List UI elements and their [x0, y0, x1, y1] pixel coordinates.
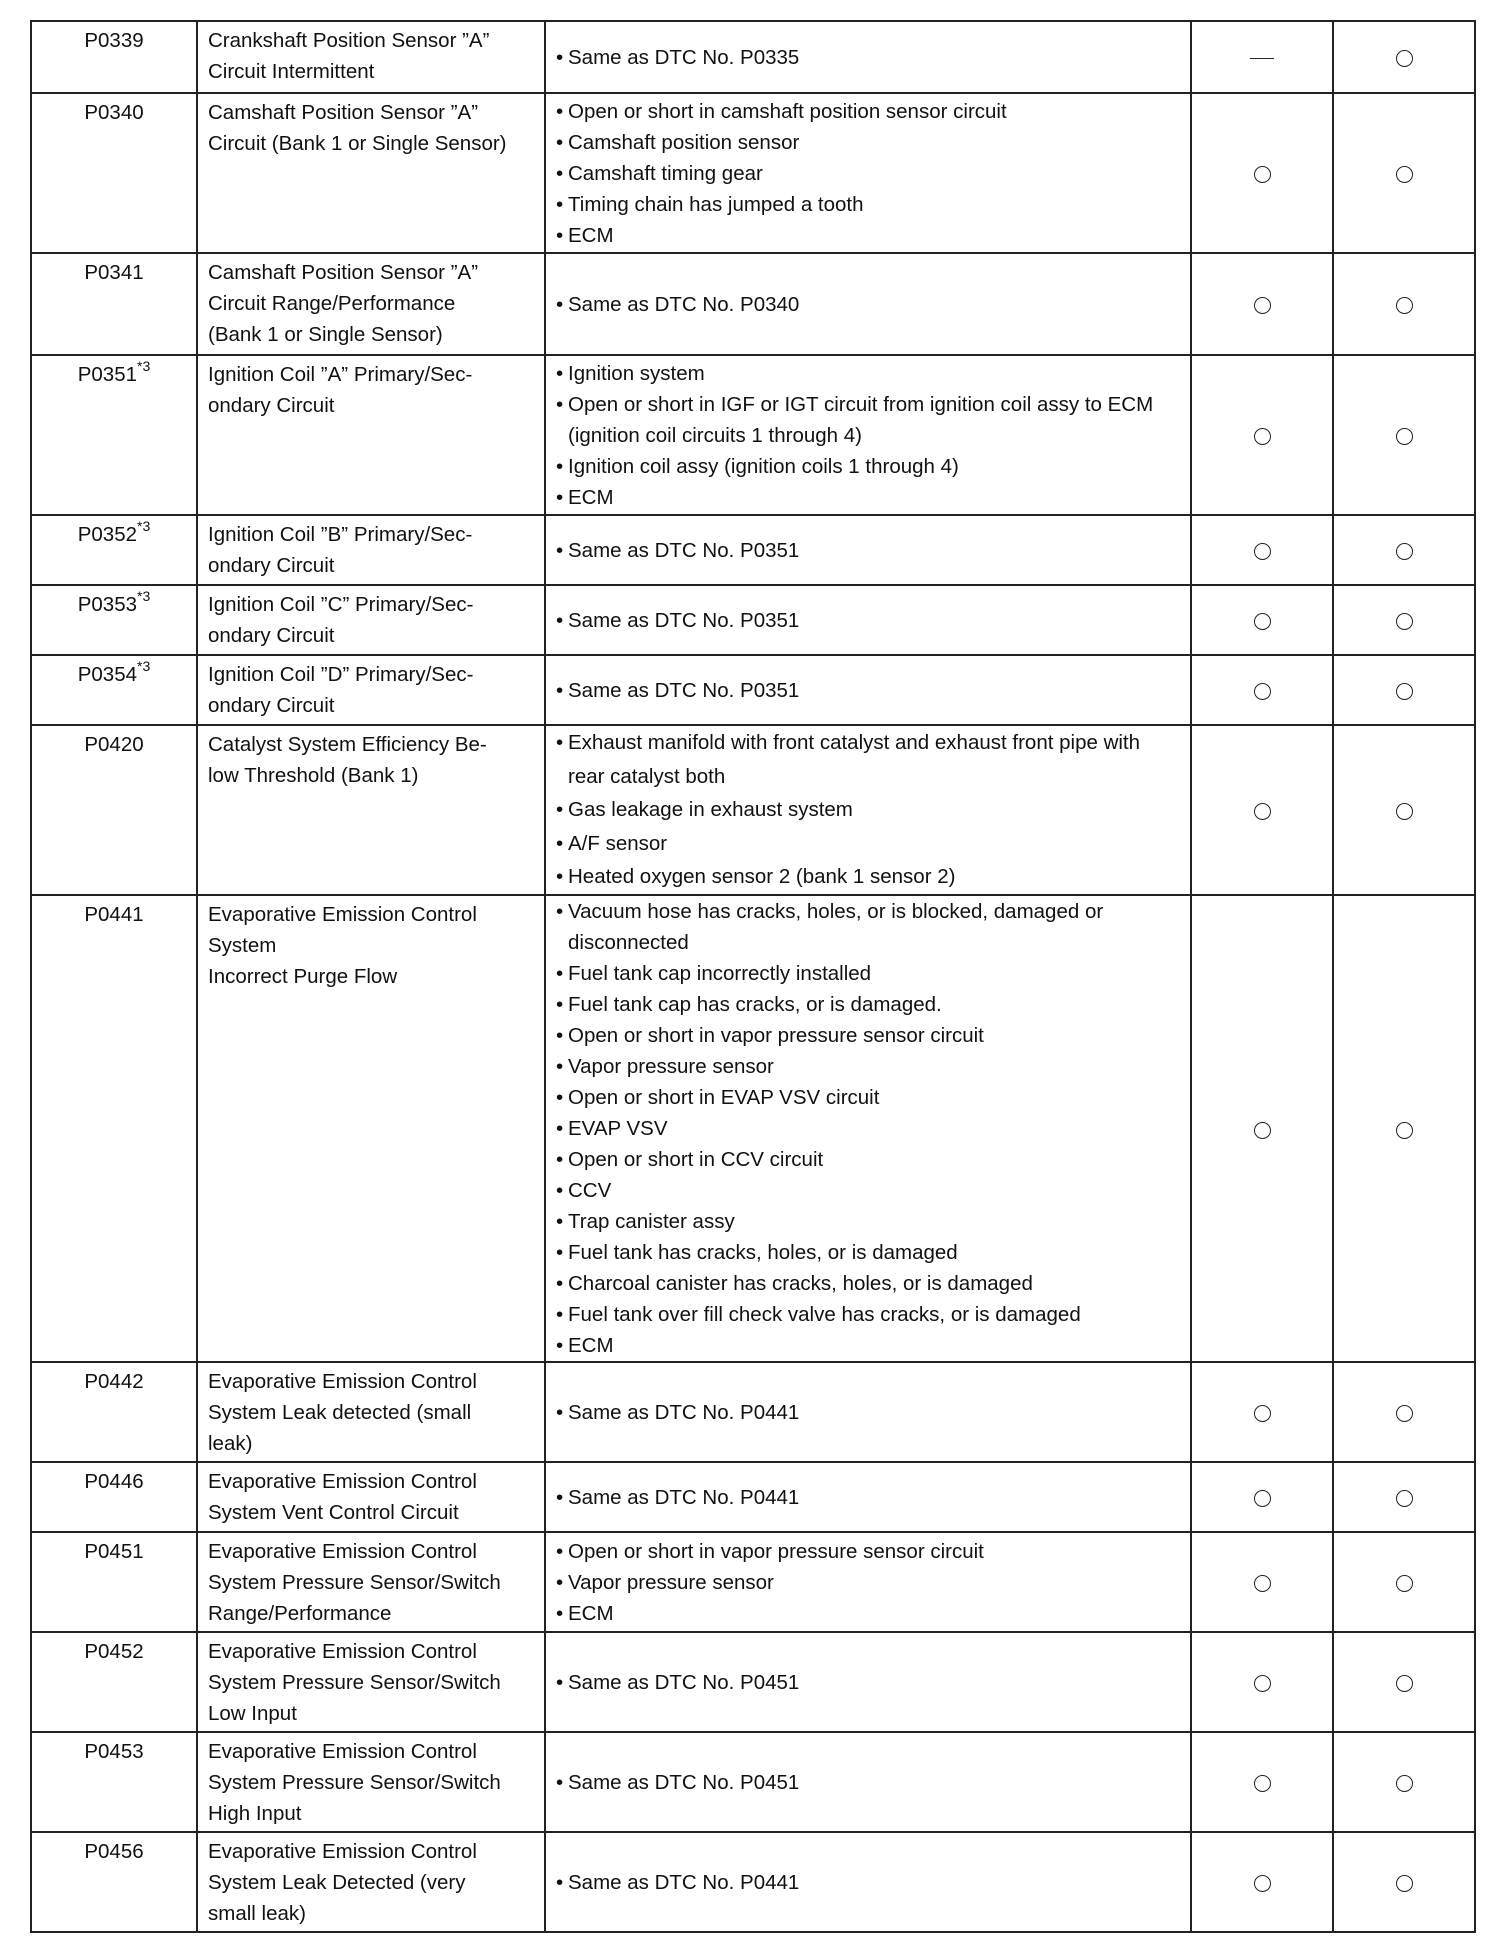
memory-mark-cell [1333, 585, 1475, 655]
dtc-code-cell [31, 253, 197, 355]
detection-item-cell [197, 93, 545, 253]
trouble-area-list [556, 1482, 1180, 1513]
detection-item-line: ondary Circuit [208, 554, 335, 577]
memory-mark-cell [1333, 725, 1475, 895]
dtc-code: P0420 [84, 733, 144, 756]
trouble-area-item: • Timing chain has jumped a tooth [556, 189, 1180, 220]
trouble-area-item: • Vacuum hose has cracks, holes, or is blocked, damaged or disconnected [556, 896, 1180, 958]
circle-mark-icon [1396, 297, 1413, 314]
trouble-area-list [556, 1867, 1180, 1898]
detection-item-line: Ignition Coil ”A” Primary/Sec- [208, 363, 473, 386]
mil-mark-cell [1191, 21, 1333, 93]
trouble-area-list [556, 1397, 1180, 1428]
circle-mark-icon [1254, 166, 1271, 183]
trouble-area-cell [545, 1462, 1191, 1532]
table-row [31, 93, 1475, 253]
detection-item-line: Ignition Coil ”D” Primary/Sec- [208, 663, 474, 686]
trouble-area-item: • Same as DTC No. P0441 [556, 1482, 1180, 1513]
trouble-area-cell [545, 355, 1191, 515]
dtc-code-cell [31, 93, 197, 253]
detection-item-line: ondary Circuit [208, 694, 335, 717]
detection-item-line: Evaporative Emission Control [208, 1370, 477, 1393]
memory-mark-cell [1333, 1362, 1475, 1462]
detection-item-cell [197, 253, 545, 355]
dtc-code: P0341 [84, 261, 144, 284]
trouble-area-item: • Same as DTC No. P0351 [556, 675, 1180, 706]
detection-item-line: Evaporative Emission Control [208, 1540, 477, 1563]
footnote-marker: *3 [137, 358, 151, 375]
trouble-area-item: • Fuel tank has cracks, holes, or is damaged [556, 1237, 1180, 1268]
table-row [31, 253, 1475, 355]
trouble-area-list [556, 1767, 1180, 1798]
mil-mark-cell [1191, 93, 1333, 253]
trouble-area-item: • Same as DTC No. P0451 [556, 1667, 1180, 1698]
dtc-table [30, 20, 1476, 1933]
detection-item-line: System Pressure Sensor/Switch [208, 1671, 501, 1694]
circle-mark-icon [1254, 1575, 1271, 1592]
dtc-code-cell [31, 725, 197, 895]
memory-mark-cell [1333, 895, 1475, 1362]
trouble-area-item: • Open or short in camshaft position sensor circuit [556, 96, 1180, 127]
trouble-area-item: • Trap canister assy [556, 1206, 1180, 1237]
circle-mark-icon [1396, 613, 1413, 630]
trouble-area-item: • Vapor pressure sensor [556, 1051, 1180, 1082]
dtc-code: P0452 [84, 1640, 144, 1663]
circle-mark-icon [1254, 1775, 1271, 1792]
circle-mark-icon [1396, 543, 1413, 560]
trouble-area-list [556, 726, 1180, 894]
mil-mark-cell [1191, 1732, 1333, 1832]
dtc-code-cell [31, 1732, 197, 1832]
detection-item-cell [197, 655, 545, 725]
table-row [31, 1462, 1475, 1532]
detection-item-cell [197, 1832, 545, 1932]
dtc-code-cell [31, 1362, 197, 1462]
circle-mark-icon [1396, 803, 1413, 820]
trouble-area-item: • Same as DTC No. P0340 [556, 289, 1180, 320]
table-row [31, 895, 1475, 1362]
trouble-area-cell [545, 655, 1191, 725]
table-row [31, 1832, 1475, 1932]
trouble-area-cell [545, 895, 1191, 1362]
circle-mark-icon [1396, 1875, 1413, 1892]
detection-item-line: low Threshold (Bank 1) [208, 764, 419, 787]
detection-item-line: Ignition Coil ”C” Primary/Sec- [208, 593, 474, 616]
detection-item-line: Camshaft Position Sensor ”A” [208, 101, 479, 124]
memory-mark-cell [1333, 1632, 1475, 1732]
detection-item-line: Camshaft Position Sensor ”A” [208, 261, 479, 284]
mil-mark-cell [1191, 1832, 1333, 1932]
detection-item-line: Evaporative Emission Control [208, 903, 477, 926]
memory-mark-cell [1333, 1462, 1475, 1532]
mil-mark-cell [1191, 355, 1333, 515]
trouble-area-item: • Gas leakage in exhaust system [556, 793, 1180, 827]
dtc-code: P0351 [77, 363, 138, 386]
trouble-area-cell [545, 1532, 1191, 1632]
trouble-area-item: • Camshaft position sensor [556, 127, 1180, 158]
circle-mark-icon [1254, 683, 1271, 700]
dtc-table-body [31, 21, 1475, 1932]
memory-mark-cell [1333, 93, 1475, 253]
table-row [31, 21, 1475, 93]
memory-mark-cell [1333, 21, 1475, 93]
dtc-code-cell [31, 1532, 197, 1632]
memory-mark-cell [1333, 1532, 1475, 1632]
detection-item-cell [197, 725, 545, 895]
detection-item-line: Circuit (Bank 1 or Single Sensor) [208, 132, 507, 155]
dtc-code-cell [31, 655, 197, 725]
mil-mark-cell [1191, 585, 1333, 655]
trouble-area-item: • Same as DTC No. P0441 [556, 1397, 1180, 1428]
detection-item-line: Ignition Coil ”B” Primary/Sec- [208, 523, 473, 546]
circle-mark-icon [1254, 1490, 1271, 1507]
trouble-area-item: • Same as DTC No. P0351 [556, 605, 1180, 636]
circle-mark-icon [1396, 1575, 1413, 1592]
detection-item-line: leak) [208, 1432, 253, 1455]
trouble-area-item: • Exhaust manifold with front catalyst and exhaust front pipe with rear catalyst both [556, 726, 1180, 793]
detection-item-cell [197, 585, 545, 655]
dtc-code: P0352 [77, 523, 138, 546]
detection-item-cell [197, 895, 545, 1362]
detection-item-line: Evaporative Emission Control [208, 1740, 477, 1763]
trouble-area-list [556, 42, 1180, 73]
trouble-area-list [556, 289, 1180, 320]
circle-mark-icon [1396, 50, 1413, 67]
trouble-area-item: • ECM [556, 220, 1180, 251]
detection-item-cell [197, 515, 545, 585]
detection-item-line: System [208, 934, 277, 957]
trouble-area-cell [545, 21, 1191, 93]
dtc-code: P0353 [77, 593, 138, 616]
detection-item-line: ondary Circuit [208, 394, 335, 417]
dtc-code: P0456 [84, 1840, 144, 1863]
trouble-area-cell [545, 1632, 1191, 1732]
dtc-code: P0446 [84, 1470, 144, 1493]
dtc-code-cell [31, 515, 197, 585]
mil-mark-cell [1191, 895, 1333, 1362]
footnote-marker: *3 [137, 658, 151, 675]
trouble-area-cell [545, 1732, 1191, 1832]
detection-item-line: Circuit Intermittent [208, 60, 375, 83]
detection-item-cell [197, 355, 545, 515]
trouble-area-item: • ECM [556, 1598, 1180, 1629]
trouble-area-item: • Fuel tank cap has cracks, or is damaged. [556, 989, 1180, 1020]
trouble-area-item: • CCV [556, 1175, 1180, 1206]
dtc-code: P0442 [84, 1370, 144, 1393]
detection-item-cell [197, 1362, 545, 1462]
trouble-area-item: • Fuel tank over fill check valve has cracks, or is damaged [556, 1299, 1180, 1330]
memory-mark-cell [1333, 1732, 1475, 1832]
mil-mark-cell [1191, 515, 1333, 585]
detection-item-line: ondary Circuit [208, 624, 335, 647]
trouble-area-item: • Vapor pressure sensor [556, 1567, 1180, 1598]
detection-item-cell [197, 1462, 545, 1532]
table-row [31, 585, 1475, 655]
detection-item-line: Range/Performance [208, 1602, 392, 1625]
trouble-area-item: • Camshaft timing gear [556, 158, 1180, 189]
detection-item-line: Crankshaft Position Sensor ”A” [208, 29, 490, 52]
detection-item-line: System Vent Control Circuit [208, 1501, 459, 1524]
trouble-area-list [556, 605, 1180, 636]
detection-item-line: System Pressure Sensor/Switch [208, 1771, 501, 1794]
mil-mark-cell [1191, 1632, 1333, 1732]
circle-mark-icon [1396, 1775, 1413, 1792]
memory-mark-cell [1333, 1832, 1475, 1932]
dtc-code: P0339 [84, 29, 144, 52]
circle-mark-icon [1254, 297, 1271, 314]
trouble-area-item: • Same as DTC No. P0351 [556, 535, 1180, 566]
detection-item-line: Incorrect Purge Flow [208, 965, 398, 988]
circle-mark-icon [1254, 543, 1271, 560]
circle-mark-icon [1396, 683, 1413, 700]
table-row [31, 1362, 1475, 1462]
dtc-code-cell [31, 21, 197, 93]
dtc-code: P0441 [84, 903, 144, 926]
trouble-area-item: • Charcoal canister has cracks, holes, or is damaged [556, 1268, 1180, 1299]
trouble-area-cell [545, 93, 1191, 253]
trouble-area-item: • Open or short in CCV circuit [556, 1144, 1180, 1175]
circle-mark-icon [1396, 1490, 1413, 1507]
detection-item-line: Evaporative Emission Control [208, 1470, 477, 1493]
detection-item-cell [197, 1532, 545, 1632]
trouble-area-item: • Ignition system [556, 358, 1180, 389]
detection-item-line: Circuit Range/Performance [208, 292, 456, 315]
trouble-area-item: • ECM [556, 1330, 1180, 1361]
circle-mark-icon [1396, 1675, 1413, 1692]
circle-mark-icon [1396, 1405, 1413, 1422]
trouble-area-item: • Open or short in vapor pressure sensor circuit [556, 1020, 1180, 1051]
mil-mark-cell [1191, 1462, 1333, 1532]
memory-mark-cell [1333, 355, 1475, 515]
trouble-area-item: • ECM [556, 482, 1180, 513]
trouble-area-list [556, 675, 1180, 706]
dtc-code-cell [31, 1632, 197, 1732]
dtc-code-cell [31, 1462, 197, 1532]
detection-item-line: Catalyst System Efficiency Be- [208, 733, 487, 756]
mil-mark-cell [1191, 253, 1333, 355]
table-row [31, 725, 1475, 895]
table-row [31, 1532, 1475, 1632]
dtc-code-cell [31, 585, 197, 655]
trouble-area-cell [545, 253, 1191, 355]
detection-item-line: System Leak detected (small [208, 1401, 472, 1424]
detection-item-line: High Input [208, 1802, 302, 1825]
detection-item-cell [197, 21, 545, 93]
table-row [31, 655, 1475, 725]
dtc-code-cell [31, 895, 197, 1362]
memory-mark-cell [1333, 655, 1475, 725]
trouble-area-item: • A/F sensor [556, 827, 1180, 861]
dash-mark-icon [1250, 58, 1274, 59]
trouble-area-list [556, 358, 1180, 513]
footnote-marker: *3 [137, 588, 151, 605]
circle-mark-icon [1254, 1405, 1271, 1422]
trouble-area-item: • Open or short in vapor pressure sensor circuit [556, 1536, 1180, 1567]
circle-mark-icon [1254, 1875, 1271, 1892]
table-row [31, 1732, 1475, 1832]
trouble-area-cell [545, 1362, 1191, 1462]
dtc-code: P0340 [84, 101, 144, 124]
mil-mark-cell [1191, 655, 1333, 725]
memory-mark-cell [1333, 253, 1475, 355]
trouble-area-item: • Same as DTC No. P0335 [556, 42, 1180, 73]
trouble-area-item: • Same as DTC No. P0441 [556, 1867, 1180, 1898]
detection-item-cell [197, 1632, 545, 1732]
trouble-area-cell [545, 515, 1191, 585]
detection-item-line: Evaporative Emission Control [208, 1840, 477, 1863]
trouble-area-list [556, 1667, 1180, 1698]
circle-mark-icon [1254, 613, 1271, 630]
circle-mark-icon [1254, 803, 1271, 820]
detection-item-line: System Leak Detected (very [208, 1871, 466, 1894]
trouble-area-item: • Heated oxygen sensor 2 (bank 1 sensor 2) [556, 860, 1180, 894]
circle-mark-icon [1396, 1122, 1413, 1139]
dtc-code: P0451 [84, 1540, 144, 1563]
trouble-area-item: • Ignition coil assy (ignition coils 1 through 4) [556, 451, 1180, 482]
circle-mark-icon [1254, 1122, 1271, 1139]
detection-item-line: small leak) [208, 1902, 306, 1925]
trouble-area-item: • EVAP VSV [556, 1113, 1180, 1144]
trouble-area-list [556, 896, 1180, 1361]
circle-mark-icon [1396, 166, 1413, 183]
dtc-code: P0453 [84, 1740, 144, 1763]
circle-mark-icon [1254, 428, 1271, 445]
table-row [31, 355, 1475, 515]
trouble-area-item: • Same as DTC No. P0451 [556, 1767, 1180, 1798]
trouble-area-list [556, 1536, 1180, 1629]
trouble-area-cell [545, 725, 1191, 895]
mil-mark-cell [1191, 1532, 1333, 1632]
trouble-area-item: • Fuel tank cap incorrectly installed [556, 958, 1180, 989]
dtc-code: P0354 [77, 663, 138, 686]
detection-item-line: System Pressure Sensor/Switch [208, 1571, 501, 1594]
detection-item-line: Low Input [208, 1702, 297, 1725]
table-row [31, 515, 1475, 585]
dtc-code-cell [31, 1832, 197, 1932]
trouble-area-list [556, 96, 1180, 251]
detection-item-cell [197, 1732, 545, 1832]
detection-item-line: Evaporative Emission Control [208, 1640, 477, 1663]
trouble-area-cell [545, 585, 1191, 655]
trouble-area-cell [545, 1832, 1191, 1932]
trouble-area-item: • Open or short in EVAP VSV circuit [556, 1082, 1180, 1113]
circle-mark-icon [1254, 1675, 1271, 1692]
mil-mark-cell [1191, 1362, 1333, 1462]
dtc-code-cell [31, 355, 197, 515]
mil-mark-cell [1191, 725, 1333, 895]
footnote-marker: *3 [137, 518, 151, 535]
memory-mark-cell [1333, 515, 1475, 585]
trouble-area-item: • Open or short in IGF or IGT circuit from ignition coil assy to ECM (ignition coil circuits 1 through 4) [556, 389, 1180, 451]
detection-item-line: (Bank 1 or Single Sensor) [208, 323, 443, 346]
table-row [31, 1632, 1475, 1732]
trouble-area-list [556, 535, 1180, 566]
circle-mark-icon [1396, 428, 1413, 445]
